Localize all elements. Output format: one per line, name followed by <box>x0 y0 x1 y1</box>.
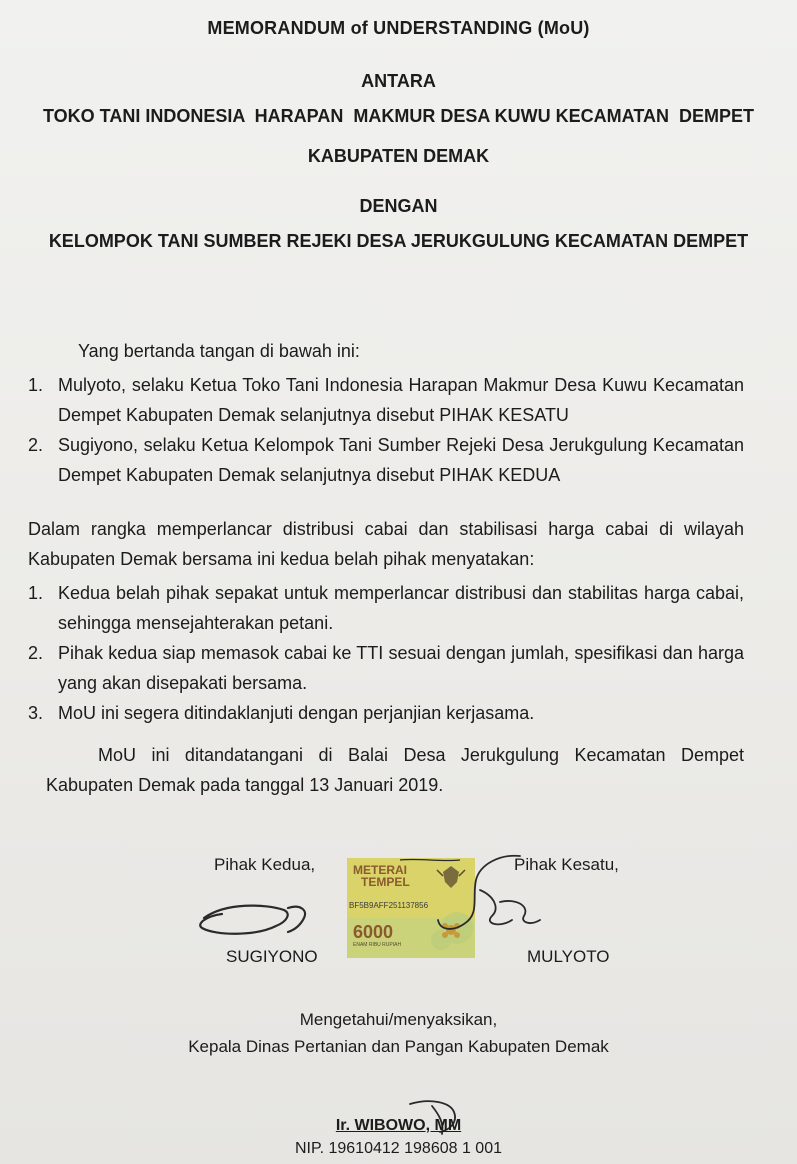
party-one-heading-line1: TOKO TANI INDONESIA HARAPAN MAKMUR DESA KUWU KECAMATAN DEMPET <box>43 106 754 126</box>
stamp-value: 6000 <box>353 922 394 942</box>
list-text: Sugiyono, selaku Ketua Kelompok Tani Sumber Rejeki Desa Jerukgulung Kecamatan Dempet Kabupaten Demak selanjutnya disebut PIHAK KEDUA <box>58 435 744 485</box>
list-item <box>28 370 744 430</box>
stamp-line1: METERAI <box>353 863 407 877</box>
list-number: 3. <box>28 703 44 723</box>
signature-mulyoto <box>380 850 560 950</box>
list-number: 2. <box>28 435 44 455</box>
stamp-line2: TEMPEL <box>361 875 410 889</box>
list-item <box>28 638 744 698</box>
party-one-label: Pihak Kesatu, <box>514 855 619 874</box>
signature-sugiyono <box>196 896 326 946</box>
stamp-serial: BF5B9AFF251137856 <box>349 901 429 910</box>
list-item <box>28 578 744 638</box>
stamp-value-words: ENAM RIBU RUPIAH <box>353 942 402 948</box>
official-name: Ir. WIBOWO, MM <box>335 1117 462 1134</box>
party-two-name: SUGIYONO <box>226 947 318 966</box>
list-number: 2. <box>28 643 44 663</box>
list-text: Kedua belah pihak sepakat untuk memperlancar distribusi dan stabilitas harga cabai, sehingga mensejahterakan petani. <box>58 583 744 633</box>
agreement-points <box>28 578 744 728</box>
official-nip: NIP. 19610412 198608 1 001 <box>294 1140 502 1157</box>
list-number: 1. <box>28 375 44 395</box>
witness-position: Kepala Dinas Pertanian dan Pangan Kabupaten Demak <box>188 1037 609 1056</box>
list-number: 1. <box>28 583 44 603</box>
list-text: MoU ini segera ditindaklanjuti dengan perjanjian kerjasama. <box>58 703 535 723</box>
intro-text: Yang bertanda tangan di bawah ini: <box>78 341 360 361</box>
document-title: MEMORANDUM of UNDERSTANDING (MoU) <box>207 18 590 38</box>
list-text: Mulyoto, selaku Ketua Toko Tani Indonesia Harapan Makmur Desa Kuwu Kecamatan Dempet Kabupaten Demak selanjutnya disebut PIHAK KESATU <box>58 375 744 425</box>
party-one-name: MULYOTO <box>527 947 610 966</box>
party-two-label: Pihak Kedua, <box>214 855 316 874</box>
between-label: ANTARA <box>361 71 436 91</box>
party-one-heading-line2: KABUPATEN DEMAK <box>307 146 490 166</box>
witness-label: Mengetahui/menyaksikan, <box>299 1010 498 1029</box>
signatory-list <box>28 370 744 490</box>
purpose-paragraph: Dalam rangka memperlancar distribusi cabai dan stabilisasi harga cabai di wilayah Kabupaten Demak bersama ini kedua belah pihak menyatakan: <box>28 519 744 569</box>
closing-paragraph: MoU ini ditandatangani di Balai Desa Jerukgulung Kecamatan Dempet Kabupaten Demak pada tanggal 13 Januari 2019. <box>46 745 744 795</box>
list-text: Pihak kedua siap memasok cabai ke TTI sesuai dengan jumlah, spesifikasi dan harga yang akan disepakati bersama. <box>58 643 744 693</box>
party-two-heading: KELOMPOK TANI SUMBER REJEKI DESA JERUKGULUNG KECAMATAN DEMPET <box>48 231 749 251</box>
list-item <box>28 698 744 728</box>
list-item <box>28 430 744 490</box>
with-label: DENGAN <box>359 196 438 216</box>
